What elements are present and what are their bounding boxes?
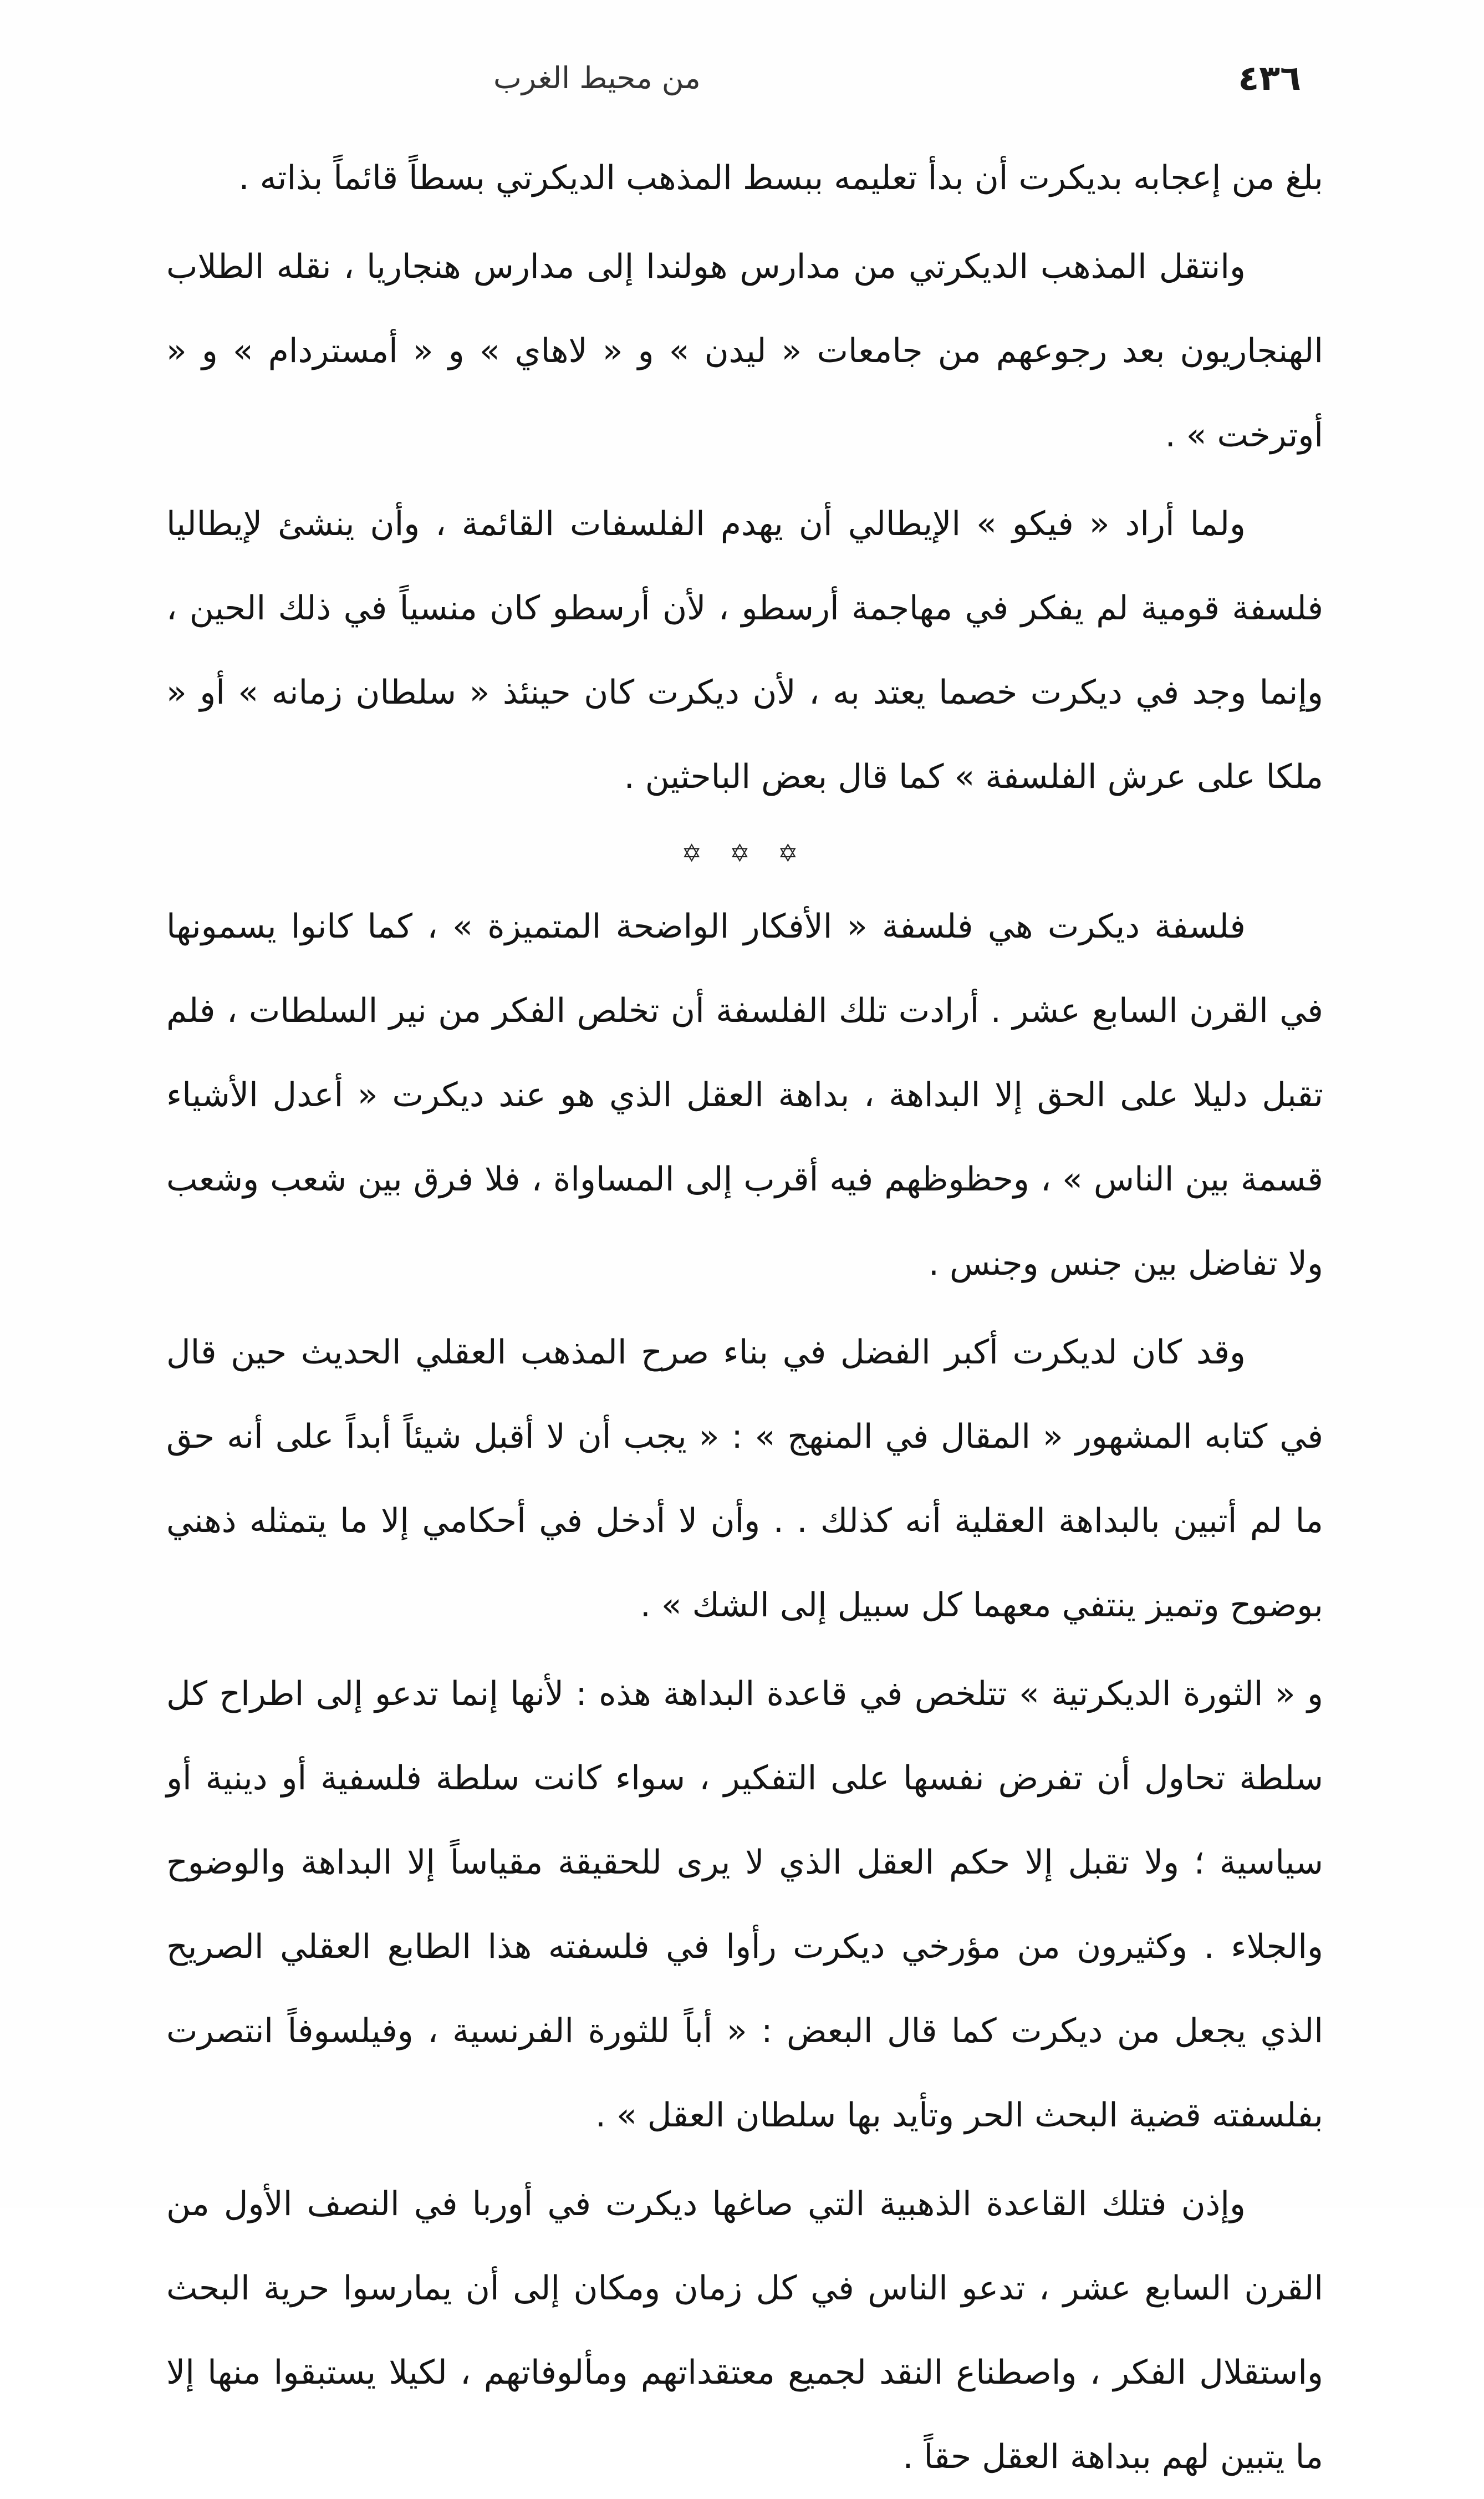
running-head xyxy=(183,53,1301,103)
paragraph-2: وانتقل المذهب الديكرتي من مدارس هولندا إلى مدارس هنجاريا ، نقله الطلاب الهنجاريون بعد رجوعهم من جامعات « ليدن » و « لاهاي » و « أمستردام » و « أوترخت » . xyxy=(166,247,1323,455)
paragraph-4: فلسفة ديكرت هي فلسفة « الأفكار الواضحة المتميزة » ، كما كانوا يسمونها في القرن السابع عشر . أرادت تلك الفلسفة أن تخلص الفكر من نير السلطات ، فلم تقبل دليلا على الحق إلا البداهة ، بداهة العقل الذي هو عند ديكرت « أعدل الأشياء قسمة بين الناس » ، وحظوظهم فيه أقرب إلى المساواة ، فلا فرق بين شعب وشعب ولا تفاضل بين جنس وجنس . xyxy=(166,907,1323,1283)
paragraph-5: وقد كان لديكرت أكبر الفضل في بناء صرح المذهب العقلي الحديث حين قال في كتابه المشهور « المقال في المنهج » : « يجب أن لا أقبل شيئاً أبداً على أنه حق ما لم أتبين بالبداهة العقلية أنه كذلك . . وأن لا أدخل في أحكامي إلا ما يتمثله ذهني بوضوح وتميز ينتفي معهما كل سبيل إلى الشك » . xyxy=(166,1333,1323,1625)
paragraph-6: و « الثورة الديكرتية » تتلخص في قاعدة البداهة هذه : لأنها إنما تدعو إلى اطراح كل سلطة تحاول أن تفرض نفسها على التفكير ، سواء كانت سلطة فلسفية أو دينية أو سياسية ؛ ولا تقبل إلا حكم العقل الذي لا يرى للحقيقة مقياساً إلا البداهة والوضوح والجلاء . وكثيرون من مؤرخي ديكرت رأوا في فلسفته هذا الطابع العقلي الصريح الذي يجعل من ديكرت كما قال البعض : « أباً للثورة الفرنسية ، وفيلسوفاً انتصرت بفلسفته قضية البحث الحر وتأيد بها سلطان العقل » . xyxy=(166,1675,1323,2135)
page-number: ٤٣٦ xyxy=(1238,57,1301,98)
running-title: من محيط الغرب xyxy=(493,60,701,95)
paragraph-3: ولما أراد « فيكو » الإيطالي أن يهدم الفلسفات القائمة ، وأن ينشئ لإيطاليا فلسفة قومية لم يفكر في مهاجمة أرسطو ، لأن أرسطو كان منسياً في ذلك الحين ، وإنما وجد في ديكرت خصما يعتد به ، لأن ديكرت كان حينئذ « سلطان زمانه » أو « ملكا على عرش الفلسفة » كما قال بعض الباحثين . xyxy=(166,505,1323,796)
body-text xyxy=(166,136,1323,2476)
paragraph-7: وإذن فتلك القاعدة الذهبية التي صاغها ديكرت في أوربا في النصف الأول من القرن السابع عشر ، تدعو الناس في كل زمان ومكان إلى أن يمارسوا حرية البحث واستقلال الفكر ، واصطناع النقد لجميع معتقداتهم ومألوفاتهم ، لكيلا يستبقوا منها إلا ما يتبين لهم ببداهة العقل حقاً . xyxy=(166,2185,1323,2476)
paragraph-1: بلغ من إعجابه بديكرت أن بدأ تعليمه ببسط المذهب الديكرتي بسطاً قائماً بذاته . xyxy=(238,159,1323,197)
section-ornament: ✡ ✡ ✡ xyxy=(681,839,808,868)
